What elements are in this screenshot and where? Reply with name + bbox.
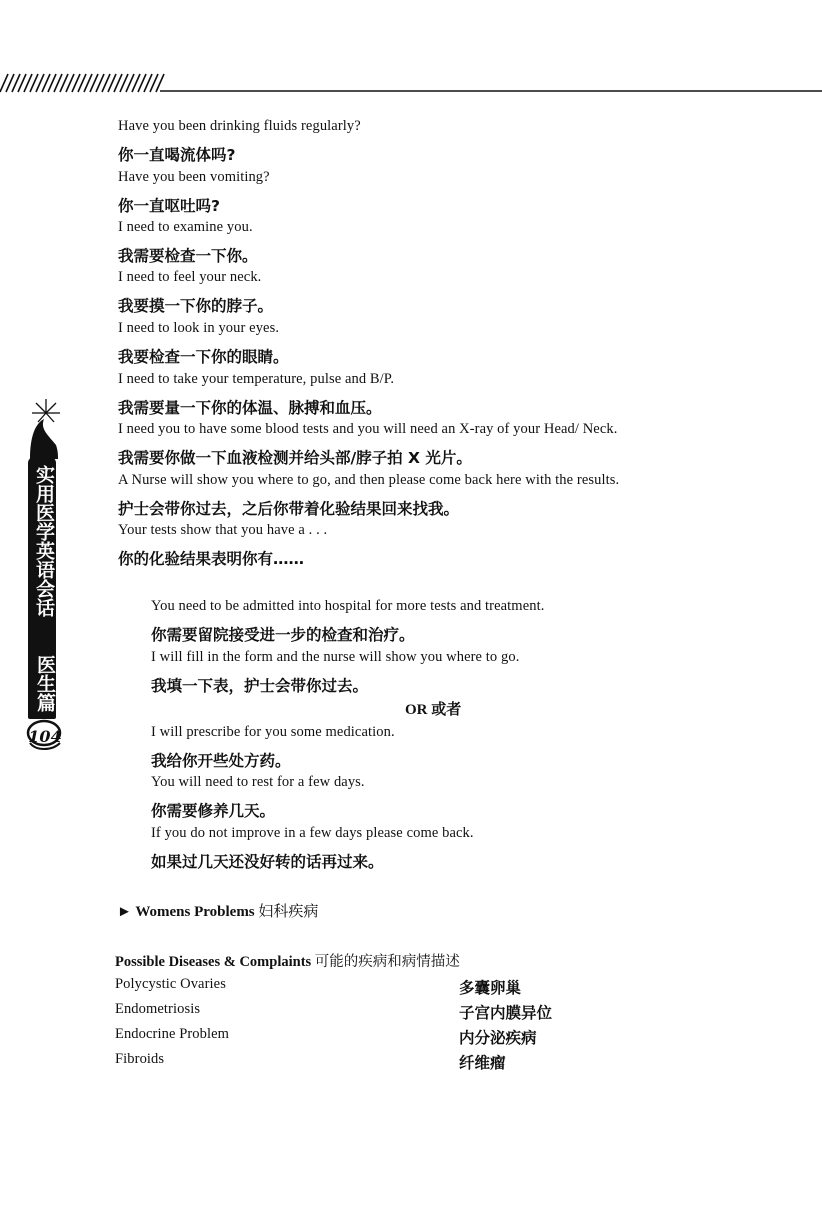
section-heading [117,900,318,921]
dialogue-zh-4: 我要摸一下你的脖子。 [118,297,274,315]
option-zh-1: 你需要留院接受进一步的检查和治疗。 [151,626,415,644]
or-divider [405,698,461,719]
section-title-en: Womens Problems [135,904,255,920]
volume-title: 医生篇 [34,655,56,712]
dialogue-zh-9: 你的化验结果表明你有…… [118,550,305,568]
disease-zh-1: 多囊卵巢 [459,979,522,997]
dialogue-en-1: Have you been drinking fluids regularly? [118,118,361,134]
disease-zh-4: 纤维瘤 [459,1054,506,1072]
dialogue-zh-3: 我需要检查一下你。 [118,247,258,265]
triangle-marker-icon: ► [117,904,132,920]
option2-zh-1: 我给你开些处方药。 [151,752,291,770]
dialogue-en-7: I need you to have some blood tests and you will need an X-ray of your Head/ Neck. [118,421,618,437]
option2-en-2: You will need to rest for a few days. [151,774,365,790]
subheading-en: Possible Diseases & Complaints [115,954,312,970]
disease-en-1: Polycystic Ovaries [115,976,226,992]
dialogue-zh-7: 我需要你做一下血液检测并给头部/脖子拍 X 光片。 [118,449,472,467]
dialogue-en-6: I need to take your temperature, pulse and B/P. [118,371,395,387]
book-title: 实用医学英语会话 [33,465,55,617]
disease-zh-3: 内分泌疾病 [459,1029,537,1047]
or-label-en: OR [405,702,428,718]
option-zh-2: 我填一下表，护士会带你过去。 [151,677,369,695]
tab-body [28,457,56,719]
option2-en-3: If you do not improve in a few days please come back. [151,825,474,841]
dialogue-zh-8: 护士会带你过去，之后你带着化验结果回来找我。 [118,500,460,518]
dialogue-en-4: I need to feel your neck. [118,269,262,285]
dialogue-en-2: Have you been vomiting? [118,169,270,185]
page-number: 104 [28,727,62,746]
subheading-zh: 可能的疾病和病情描述 [314,954,460,970]
disease-zh-2: 子宫内膜异位 [459,1004,553,1022]
option-en-1: You need to be admitted into hospital for more tests and treatment. [151,598,545,614]
dialogue-en-3: I need to examine you. [118,219,253,235]
disease-en-3: Endocrine Problem [115,1026,230,1042]
header-rule [0,72,822,94]
dialogue-zh-1: 你一直喝流体吗? [118,146,236,164]
dialogue-en-9: Your tests show that you have a . . . [118,522,328,538]
dialogue-zh-2: 你一直呕吐吗? [118,197,220,215]
subheading [115,950,460,971]
option-en-2: I will fill in the form and the nurse will show you where to go. [151,649,520,665]
dialogue-en-5: I need to look in your eyes. [118,320,280,336]
sunburst-icon [26,395,66,459]
disease-en-4: Fibroids [115,1051,165,1067]
or-label-zh: 或者 [431,700,462,718]
section-title-zh: 妇科疾病 [258,902,319,920]
option2-en-1: I will prescribe for you some medication. [151,724,395,740]
option2-zh-3: 如果过几天还没好转的话再过来。 [151,853,384,871]
dialogue-zh-5: 我要检查一下你的眼睛。 [118,348,289,366]
option2-zh-2: 你需要修养几天。 [151,802,276,820]
disease-en-2: Endometriosis [115,1001,201,1017]
dialogue-en-8: A Nurse will show you where to go, and then please come back here with the results. [118,472,620,488]
side-tab [26,395,64,755]
dialogue-zh-6: 我需要量一下你的体温、脉搏和血压。 [118,399,382,417]
